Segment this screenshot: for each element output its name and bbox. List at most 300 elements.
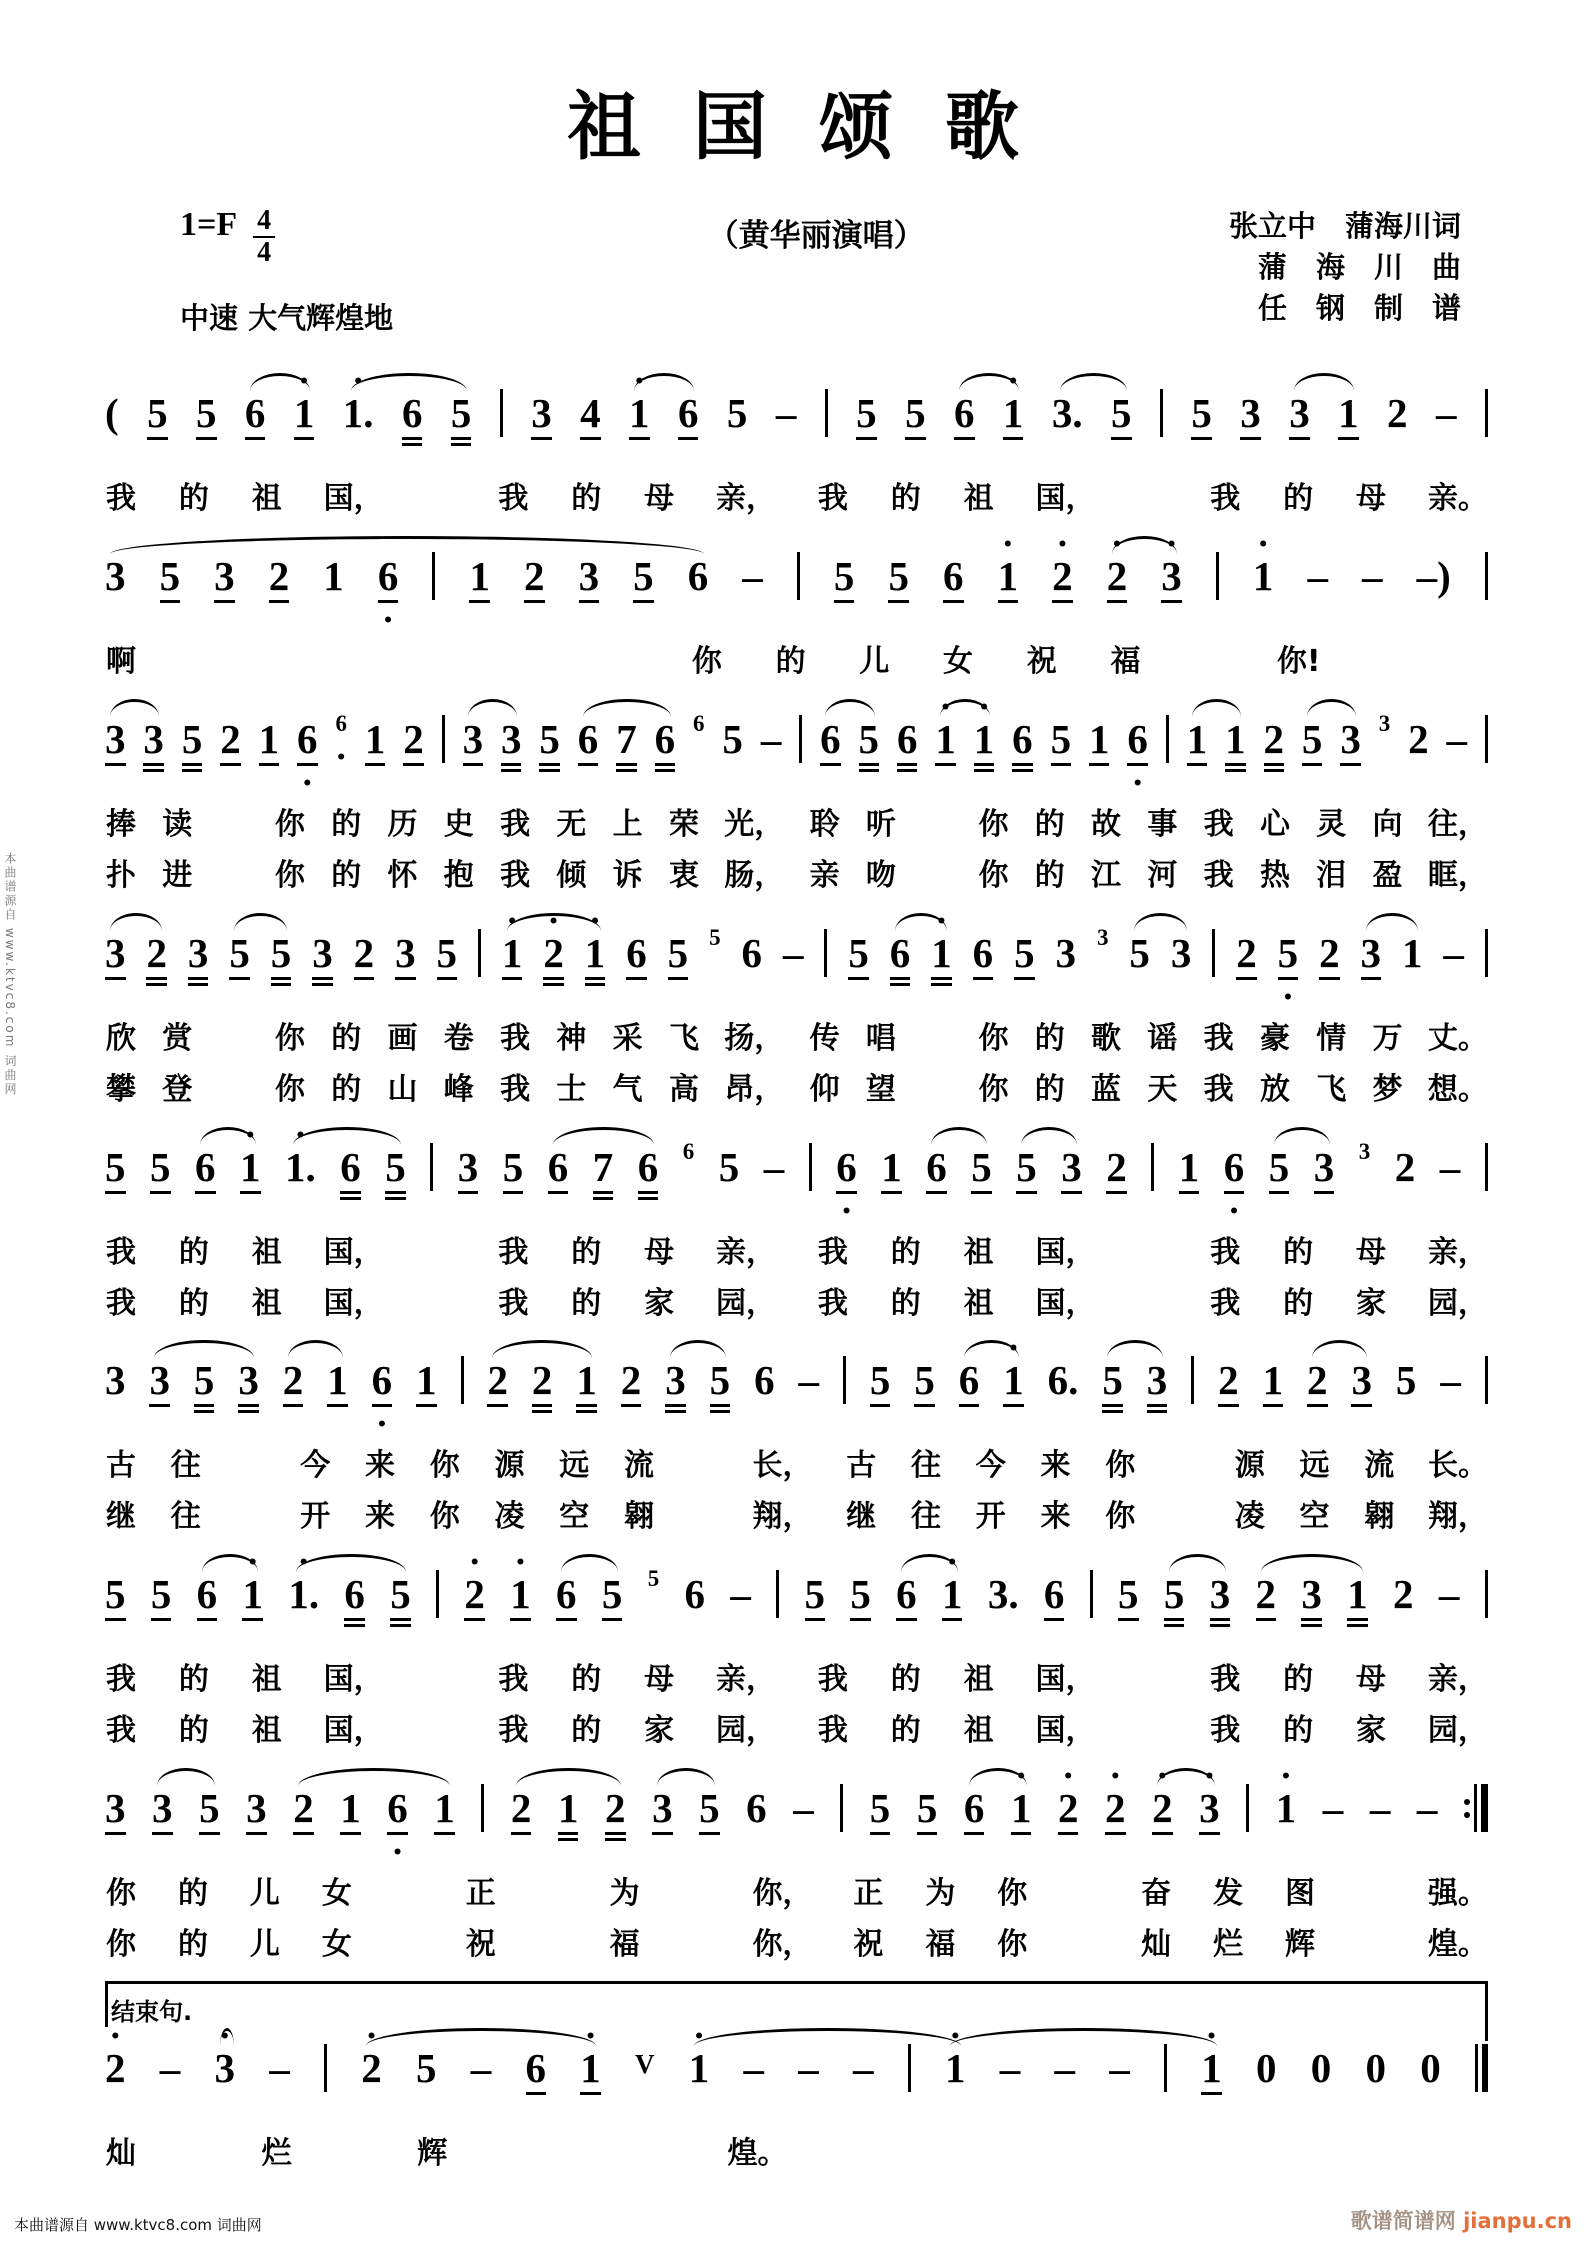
octave-dot-above: •: [949, 2027, 961, 2047]
note-token: [834, 537, 855, 629]
octave-dot-below: [912, 450, 918, 466]
note-token: [742, 537, 763, 629]
barline: [1164, 2044, 1167, 2092]
note-glyph: 3: [1301, 1571, 1322, 1618]
octave-dot-above: [1125, 1555, 1131, 1571]
note-token: [246, 1769, 267, 1861]
score-line: [105, 1339, 1488, 1535]
lyric-syllable: 的: [177, 1876, 208, 1912]
octave-dot-below: [1326, 990, 1332, 1006]
octave-dot-below: [510, 1204, 516, 1220]
lyric-syllable: 亲，: [1427, 1234, 1488, 1270]
lyric-syllable: [189, 636, 221, 680]
octave-dot-above: [228, 700, 234, 716]
octave-dot-above: [924, 1769, 930, 1785]
lyric-syllable: 河: [1147, 857, 1178, 893]
lyric-syllable: [681, 1868, 713, 1912]
note-glyph: –: [782, 929, 804, 976]
note-token: [973, 914, 994, 1006]
octave-dot-above: [338, 696, 344, 712]
lyric-syllable: 你: [1105, 1448, 1136, 1484]
lyric-syllable: 亲，: [716, 1662, 776, 1698]
note-glyph: 5: [150, 1571, 172, 1618]
note-glyph: –: [1369, 1785, 1391, 1832]
lyric-syllable: 我: [500, 857, 531, 893]
octave-dot-below: [508, 776, 514, 792]
octave-dot-below: [585, 776, 591, 792]
ending-bracket: [105, 1981, 1488, 2172]
note-glyph: 6: [963, 1785, 985, 1832]
octave-dot-below: [950, 613, 956, 629]
octave-dot-above: •: [589, 911, 601, 932]
note-glyph: 2: [220, 715, 241, 762]
lyric-syllable: 往: [170, 1499, 201, 1535]
barline: [1485, 1356, 1488, 1404]
lyric-syllable: 国，: [323, 1234, 384, 1270]
note-token: [312, 914, 333, 1006]
note-glyph: 2: [1387, 390, 1408, 436]
barline: [1485, 1570, 1488, 1618]
octave-dot-below: [301, 450, 307, 466]
note-token: [1264, 700, 1285, 792]
note-token: [914, 1341, 935, 1433]
octave-dot-above: [1186, 1128, 1192, 1144]
octave-dot-above: •: [1203, 1767, 1215, 1788]
lyric-syllable: 凌: [1234, 1499, 1265, 1535]
note-glyph: 1: [469, 552, 490, 599]
octave-dot-below: [369, 2105, 375, 2121]
octave-dot-below: [1096, 776, 1102, 792]
octave-dot-below: [1114, 1204, 1120, 1220]
lyric-syllable: 儿: [249, 1876, 280, 1912]
notes-row: [105, 1767, 1488, 1864]
note-glyph: 5: [869, 1785, 891, 1832]
octave-dot-above: [1326, 914, 1332, 930]
note-token: [395, 914, 416, 1006]
lyric-syllable: 丈。: [1427, 1020, 1488, 1056]
octave-dot-below: [1000, 1631, 1006, 1647]
octave-dot-below: [642, 2089, 648, 2105]
octave-dot-below: [1447, 1204, 1453, 1220]
note-token: [754, 1341, 775, 1433]
note-token: [1439, 1555, 1460, 1647]
barline: [1485, 552, 1488, 600]
note-token: [1408, 700, 1429, 792]
score-header: [180, 202, 1461, 350]
octave-dot-below: [1118, 450, 1124, 466]
lyric-syllable: 我: [1203, 1071, 1234, 1107]
octave-dot-below: •: [1228, 1201, 1240, 1222]
octave-dot-below: [1007, 2105, 1013, 2121]
octave-dot-above: [1135, 700, 1141, 716]
octave-dot-below: [551, 990, 557, 1006]
lyric-syllable: 祝: [853, 1927, 884, 1963]
note-glyph: 3: [149, 1357, 170, 1404]
barline: [1166, 715, 1169, 763]
note-token: [793, 1769, 814, 1861]
note-glyph: 5: [848, 929, 869, 976]
octave-dot-below: [334, 1417, 340, 1433]
octave-dot-below: [1051, 1631, 1057, 1647]
note-glyph: 2: [464, 1571, 485, 1618]
octave-dot-above: [587, 374, 593, 390]
octave-dot-above: •: [109, 2027, 121, 2047]
octave-dot-above: [1369, 537, 1375, 553]
octave-dot-below: [247, 1204, 253, 1220]
note-token: [626, 914, 647, 1006]
key-time-signature: [180, 206, 275, 268]
note-glyph: 5: [601, 1571, 623, 1618]
note-glyph: 3: [1170, 929, 1192, 976]
note-glyph: 3: [1209, 1571, 1231, 1618]
notes-row: [105, 372, 1488, 466]
lyric-syllable: [681, 1919, 713, 1963]
lyric-syllable: 的: [890, 1713, 921, 1749]
lyric-syllable: 亲，: [716, 481, 776, 516]
lyric-syllable: 灿: [1141, 1927, 1172, 1963]
lyric-syllable: 的: [177, 1927, 208, 1963]
note-token: [1252, 534, 1274, 629]
footer-site-url[interactable]: jianpu.cn: [1463, 2209, 1572, 2233]
note-glyph: 5: [1129, 929, 1150, 976]
lyric-syllable: 家: [1356, 1285, 1386, 1321]
octave-dot-below: [565, 1845, 571, 1861]
note-token: [105, 1769, 126, 1861]
octave-dot-below: [458, 450, 464, 466]
octave-dot-below: [1069, 1204, 1075, 1220]
octave-dot-below: •: [392, 1843, 403, 1864]
octave-dot-below: [531, 613, 537, 629]
note-token: [105, 2029, 126, 2121]
slur-arc: [950, 2028, 1217, 2046]
note-token: [742, 914, 763, 1006]
lyric-syllable: 向: [1372, 806, 1403, 842]
note-token: [150, 1128, 171, 1220]
slur-arc: [366, 2028, 596, 2046]
octave-dot-above: •: [469, 1553, 481, 1574]
lyric-syllable: [183, 2128, 215, 2172]
note-glyph: 3: [214, 552, 235, 599]
lyric-syllable: [1222, 2128, 1254, 2172]
note-glyph: 5: [916, 1785, 938, 1832]
octave-dot-below: [686, 1178, 692, 1194]
note-token: [850, 1555, 871, 1647]
octave-dot-below: [158, 1631, 164, 1647]
lyric-syllable: [1136, 1705, 1168, 1749]
octave-dot-below: [253, 1845, 259, 1861]
lyric-syllable: 祖: [251, 1713, 282, 1749]
octave-dot-below: [1377, 1845, 1383, 1861]
octave-dot-below: [806, 2105, 812, 2121]
lyric-syllable: 你: [429, 1499, 460, 1535]
note-glyph: 1: [576, 1357, 597, 1404]
note-glyph: 1: [1252, 552, 1274, 599]
note-glyph: 5: [1268, 1143, 1290, 1190]
note-glyph: –: [1109, 2045, 1130, 2091]
octave-dot-below: [1428, 2105, 1434, 2121]
note-glyph: 5: [718, 1143, 740, 1190]
octave-dot-above: •: [515, 1553, 526, 1574]
note-token: [458, 1128, 479, 1220]
note-glyph: 3: [395, 929, 416, 976]
octave-dot-above: •: [366, 2027, 377, 2047]
note-glyph: 7: [616, 715, 637, 762]
barline: [843, 1356, 846, 1404]
note-glyph: 6.: [1047, 1357, 1079, 1404]
octave-dot-below: [1059, 613, 1065, 629]
note-token: [1417, 1769, 1438, 1861]
octave-dot-below: [1137, 990, 1143, 1006]
lyric-syllable: 的: [178, 481, 209, 516]
note-token: [1106, 1128, 1127, 1220]
octave-dot-above: [1270, 1341, 1276, 1357]
octave-dot-below: [1065, 1845, 1071, 1861]
note-glyph: 2: [1236, 929, 1257, 976]
note-token: [836, 1128, 857, 1220]
octave-dot-below: [109, 450, 115, 466]
barline: [442, 715, 445, 763]
octave-dot-below: [189, 776, 195, 792]
note-token: [1056, 914, 1077, 1006]
lyric-syllable: 望: [865, 1071, 896, 1107]
note-token: [764, 1128, 785, 1220]
octave-dot-below: [753, 1845, 759, 1861]
lyric-syllable: [1193, 636, 1225, 680]
lyric-syllable: 的: [775, 643, 806, 679]
octave-dot-above: [444, 914, 450, 930]
note-glyph: 5: [199, 1785, 220, 1832]
octave-dot-below: [1159, 1845, 1165, 1861]
lyric-syllable: 我: [498, 1234, 529, 1270]
note-token: [1387, 374, 1408, 466]
note-glyph: 3: [1096, 924, 1109, 950]
tempo-marking: 中速 大气辉煌地: [180, 301, 394, 335]
octave-dot-below: [645, 1204, 651, 1220]
octave-dot-below: [749, 990, 755, 1006]
note-token: [1311, 2029, 1332, 2121]
note-glyph: 5: [1395, 1357, 1417, 1404]
note-token: [105, 374, 119, 466]
lyric-syllable: 儿: [859, 643, 890, 679]
octave-dot-above: •: [1206, 2027, 1217, 2047]
note-token: [1240, 374, 1261, 466]
note-glyph: V: [635, 2049, 655, 2079]
note-glyph: 1: [931, 929, 952, 976]
lyric-syllable: 母: [644, 1234, 675, 1270]
note-glyph: 1: [510, 1571, 531, 1618]
note-glyph: 1: [240, 1143, 261, 1190]
octave-dot-above: [1415, 700, 1421, 716]
note-glyph: 5: [1277, 929, 1299, 976]
note-glyph: 6: [943, 552, 964, 599]
lyric-syllable: [1136, 1227, 1168, 1271]
lyric-syllable: 古: [846, 1448, 877, 1484]
note-glyph: 5: [502, 1143, 524, 1190]
octave-dot-below: [1117, 2105, 1123, 2121]
octave-dot-above: [465, 1128, 471, 1144]
note-glyph: 1: [340, 1785, 361, 1832]
lyric-syllable: 母: [644, 481, 675, 516]
lyric-syllable: 的: [1034, 1020, 1065, 1056]
note-token: [1191, 374, 1212, 466]
lyric-syllable: 古: [106, 1448, 136, 1484]
lyric-syllable: 往，: [1427, 806, 1488, 842]
lyric-syllable: 我: [1210, 1234, 1241, 1270]
lyric-syllable: 流: [1364, 1448, 1395, 1484]
octave-dot-above: [1424, 1769, 1430, 1785]
notes-row: [105, 1339, 1488, 1436]
octave-dot-above: •: [633, 372, 645, 392]
note-token: [1044, 1555, 1065, 1647]
lyric-syllable: [537, 1868, 569, 1912]
octave-dot-above: [761, 1341, 767, 1357]
lyric-syllable: 你: [997, 1876, 1028, 1912]
octave-dot-below: [640, 613, 646, 629]
note-glyph: –): [1416, 552, 1451, 599]
lyric-syllable: 传: [809, 1020, 840, 1056]
octave-dot-above: [1447, 1128, 1453, 1144]
grace-note: [683, 1124, 695, 1194]
note-glyph: 2: [403, 715, 424, 762]
lyric-syllable: 你: [1105, 1499, 1136, 1535]
octave-dot-below: [662, 776, 668, 792]
octave-dot-below: [393, 1204, 399, 1220]
lyric-syllable: 飞: [668, 1020, 699, 1056]
note-glyph: 2: [543, 929, 564, 976]
octave-dot-below: [402, 990, 408, 1006]
lyric-syllable: 空: [1299, 1499, 1330, 1535]
note-glyph: (: [105, 390, 119, 436]
lyric-syllable: 想。: [1427, 1071, 1488, 1107]
note-glyph: 5: [147, 390, 168, 436]
lyric-syllable: [338, 2128, 370, 2172]
octave-dot-below: [1171, 1631, 1177, 1647]
lyric-syllable: 往: [170, 1448, 201, 1484]
lyric-syllable: [1456, 2128, 1488, 2172]
note-glyph: 1: [364, 715, 386, 762]
octave-dot-below: [301, 1631, 307, 1647]
octave-dot-below: [1063, 990, 1069, 1006]
note-glyph: 1: [293, 390, 315, 436]
score-line: [105, 372, 1488, 517]
note-token: [1105, 1769, 1126, 1861]
lyrics-row: [105, 1868, 1488, 1912]
note-token: [727, 374, 748, 466]
note-glyph: 1: [997, 552, 1019, 599]
lyric-syllable: 我: [106, 1285, 136, 1321]
lyric-syllable: 的: [1283, 481, 1314, 516]
octave-dot-below: [167, 2105, 173, 2121]
lyric-syllable: 无: [556, 806, 587, 842]
barline: [432, 552, 435, 600]
lyric-syllable: [1068, 1868, 1100, 1912]
lyric-syllable: 国，: [323, 1713, 384, 1749]
note-glyph: 5: [229, 929, 250, 976]
note-glyph: 3: [1351, 1357, 1372, 1404]
lyric-syllable: 的: [1283, 1662, 1314, 1698]
octave-dot-below: [154, 450, 160, 466]
lyric-syllable: 我: [500, 1020, 531, 1056]
lyric-syllable: 倾: [556, 857, 587, 893]
lyric-syllable: 的: [178, 1662, 209, 1698]
octave-dot-above: [157, 1128, 163, 1144]
note-glyph: 3.: [987, 1571, 1019, 1618]
barline: [461, 1356, 464, 1404]
octave-dot-above: [806, 1341, 812, 1357]
octave-dot-below: [588, 2105, 594, 2121]
octave-dot-below: [897, 990, 903, 1006]
octave-dot-above: •: [978, 697, 990, 718]
octave-dot-above: •: [1280, 1767, 1292, 1788]
octave-dot-above: [1060, 1341, 1066, 1357]
note-glyph: –: [743, 2045, 764, 2091]
octave-dot-above: [1402, 1128, 1408, 1144]
lyric-syllable: 你: [978, 806, 1009, 842]
lyric-syllable: 为: [609, 1876, 640, 1912]
note-token: [776, 374, 797, 466]
octave-dot-above: [1373, 2029, 1379, 2045]
note-glyph: 5: [1111, 390, 1132, 436]
barline: [1212, 929, 1215, 977]
octave-dot-below: [1024, 1204, 1030, 1220]
octave-dot-below: [331, 613, 337, 629]
octave-dot-below: [1018, 1845, 1024, 1861]
grace-note: [1097, 910, 1109, 980]
note-glyph: –: [730, 1571, 751, 1618]
lyric-syllable: 长。: [1428, 1448, 1488, 1484]
grace-note: [648, 1551, 660, 1621]
lyric-syllable: 听: [865, 806, 896, 842]
note-glyph: 5: [159, 552, 181, 599]
octave-dot-above: [889, 1128, 895, 1144]
lyric-syllable: [218, 799, 250, 843]
octave-dot-below: [159, 1845, 165, 1861]
arranger-credit: 任 钢 制 谱: [1257, 291, 1461, 325]
octave-dot-below: [1062, 2105, 1068, 2121]
footer-site-link[interactable]: [1351, 2205, 1572, 2235]
lyric-syllable: 你: [997, 1927, 1028, 1963]
lyric-syllable: 眶，: [1427, 857, 1488, 893]
octave-dot-below: [730, 776, 736, 792]
note-glyph: 5: [390, 1571, 411, 1618]
octave-dot-below: [750, 613, 756, 629]
note-token: [805, 1555, 826, 1647]
lyric-syllable: 女: [321, 1927, 352, 1963]
octave-dot-above: [1271, 700, 1277, 716]
octave-dot-below: [768, 776, 774, 792]
note-glyph: 1: [688, 2045, 710, 2091]
octave-dot-below: [1064, 450, 1070, 466]
lyric-syllable: 国，: [1035, 481, 1096, 516]
octave-dot-below: [800, 1845, 806, 1861]
barline: [1191, 1356, 1194, 1404]
note-token: [1014, 914, 1035, 1006]
octave-dot-below: [442, 1845, 448, 1861]
octave-dot-below: [1276, 1204, 1282, 1220]
lyric-syllable: 你: [274, 1020, 305, 1056]
octave-dot-below: [533, 2105, 539, 2121]
octave-dot-below: [650, 1605, 656, 1621]
octave-dot-above: [1451, 914, 1457, 930]
lyric-syllable: 你: [978, 1071, 1009, 1107]
octave-dot-below: [858, 1631, 864, 1647]
note-glyph: 5: [539, 715, 560, 762]
octave-dot-below: [609, 1631, 615, 1647]
lyric-syllable: [989, 2128, 1021, 2172]
note-glyph: 6: [626, 929, 647, 976]
lyric-syllable: 扑: [106, 857, 136, 893]
octave-dot-below: [112, 1845, 118, 1861]
